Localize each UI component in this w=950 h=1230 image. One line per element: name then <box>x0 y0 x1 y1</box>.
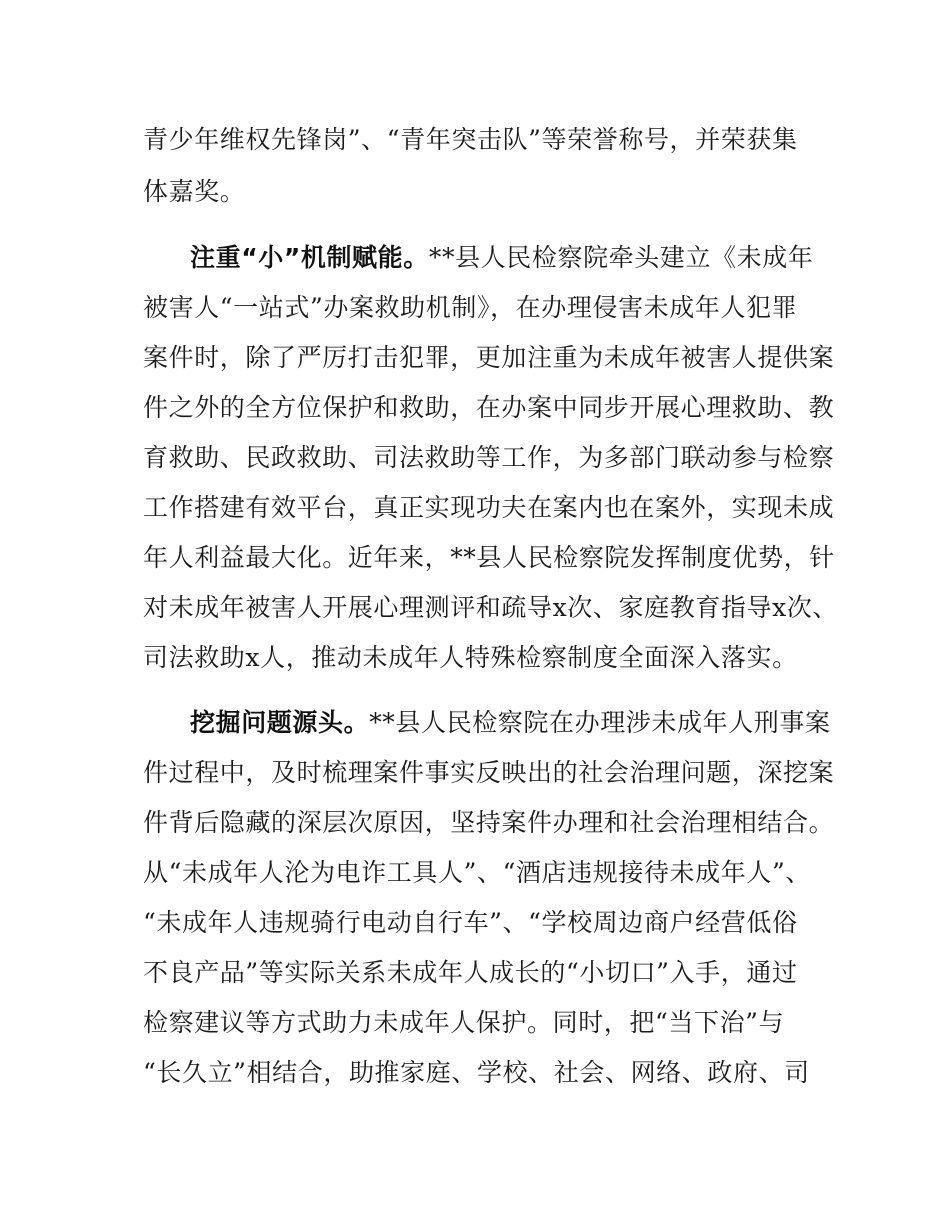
paragraph-3-line-1-text: **县人民检察院在办理涉未成年人刑事案 <box>369 708 831 737</box>
paragraph-2-line-8: 对未成年被害人开展心理测评和疏导x次、家庭教育指导x次、 <box>143 593 839 622</box>
paragraph-1-line-1: 青少年维权先锋岗”、“青年突击队”等荣誉称号，并荣获集 <box>143 125 798 154</box>
paragraph-2-line-5: 育救助、民政救助、司法救助等工作，为多部门联动参与检察 <box>143 443 835 472</box>
paragraph-2-line-2: 被害人“一站式”办案救助机制》，在办理侵害未成年人犯罪 <box>143 293 798 322</box>
paragraph-3-line-5: “未成年人违规骑行电动自行车”、“学校周边商户经营低俗 <box>143 908 798 937</box>
paragraph-2-line-6: 工作搭建有效平台，真正实现功夫在案内也在案外，实现未成 <box>143 493 835 522</box>
paragraph-3-line-4: 从“未成年人沦为电诈工具人”、“酒店违规接待未成年人”、 <box>143 858 811 887</box>
paragraph-3-heading: 挖掘问题源头。 <box>190 708 370 737</box>
paragraph-2-line-1 <box>190 238 813 278</box>
paragraph-3-line-2: 件过程中，及时梳理案件事实反映出的社会治理问题，深挖案 <box>143 758 835 787</box>
paragraph-2-line-1-text: **县人民检察院牵头建立《未成年 <box>428 243 814 272</box>
paragraph-2-line-4: 件之外的全方位保护和救助，在办案中同步开展心理救助、教 <box>143 393 835 422</box>
paragraph-3-line-6: 不良产品”等实际关系未成年人成长的“小切口”入手，通过 <box>143 958 798 987</box>
paragraph-3-line-7: 检察建议等方式助力未成年人保护。同时，把“当下治”与 <box>143 1008 785 1037</box>
paragraph-2-line-7: 年人利益最大化。近年来，**县人民检察院发挥制度优势，针 <box>143 543 835 572</box>
paragraph-2-heading: 注重“小”机制赋能。 <box>190 243 429 272</box>
paragraph-1-line-2: 体嘉奖。 <box>143 177 246 206</box>
paragraph-2-line-9: 司法救助x人，推动未成年人特殊检察制度全面深入落实。 <box>143 643 798 672</box>
paragraph-2-line-3: 案件时，除了严厉打击犯罪，更加注重为未成年被害人提供案 <box>143 343 835 372</box>
paragraph-3-line-3: 件背后隐藏的深层次原因，坚持案件办理和社会治理相结合。 <box>143 808 835 837</box>
paragraph-3-line-8: “长久立”相结合，助推家庭、学校、社会、网络、政府、司 <box>143 1058 810 1087</box>
paragraph-3-line-1 <box>190 703 831 743</box>
